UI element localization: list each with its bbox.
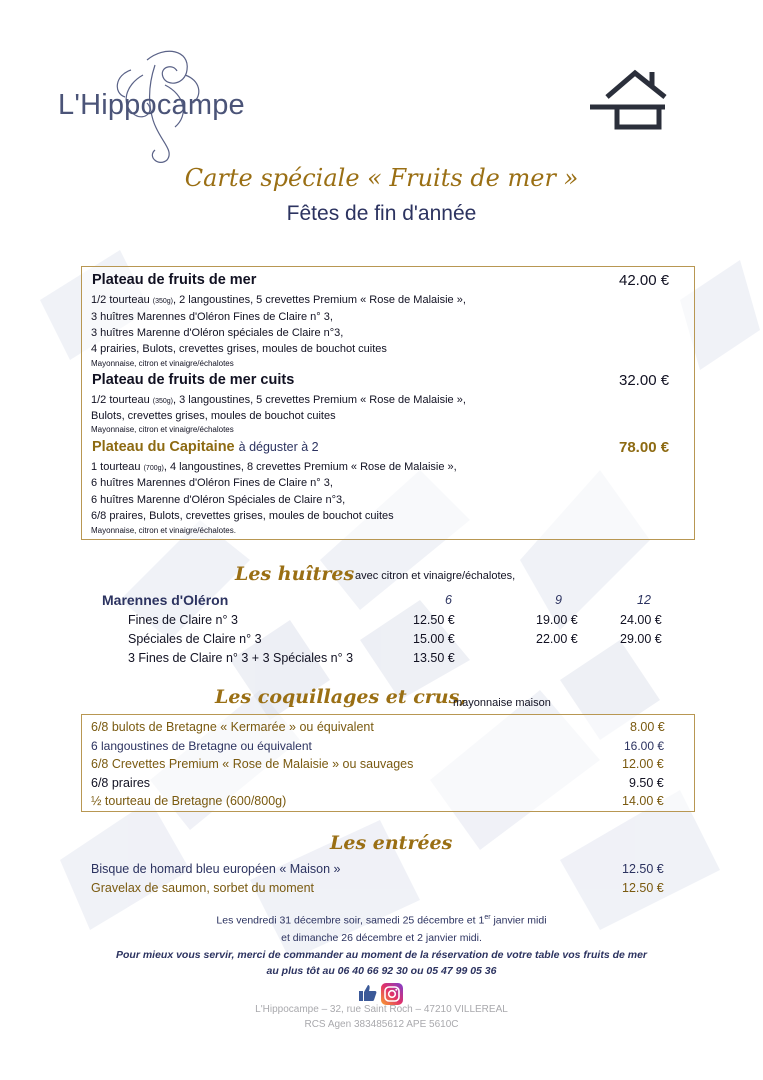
coquillage-row-name: 6/8 praires	[91, 776, 151, 790]
huitres-price: 19.00 €	[536, 613, 578, 627]
plateau-1-price: 42.00 €	[619, 272, 670, 289]
coquillage-row-price: 12.00 €	[622, 757, 664, 771]
entree-row-price: 12.50 €	[622, 881, 664, 895]
plateau-2-line: Bulots, crevettes grises, moules de bouchot cuites	[91, 410, 336, 422]
huitres-col-9: 9	[555, 593, 562, 607]
section-coquillages-title: Les coquillages et crus,	[215, 686, 466, 708]
plateau-3-line: 1 tourteau (700g), 4 langoustines, 8 crevettes Premium « Rose de Malaisie »,	[91, 461, 457, 473]
section-huitres-title: Les huîtres	[235, 563, 355, 585]
huitres-col-12: 12	[637, 593, 651, 607]
plateau-1-line: 3 huîtres Marenne d'Oléron spéciales de Claire n°3,	[91, 327, 344, 339]
huitres-price: 12.50 €	[413, 613, 455, 627]
footer-rcs: RCS Agen 383485612 APE 5610C	[304, 1019, 459, 1030]
plateau-3-line: 6 huîtres Marennes d'Oléron Fines de Claire n° 3,	[91, 477, 333, 489]
brand-logo	[55, 45, 265, 165]
huitres-heading: Marennes d'Oléron	[102, 592, 229, 608]
coquillage-row-price: 8.00 €	[630, 720, 665, 734]
coquillage-row-name: ½ tourteau de Bretagne (600/800g)	[91, 794, 287, 808]
huitres-price: 29.00 €	[620, 632, 662, 646]
facebook-like-icon[interactable]	[358, 983, 378, 1003]
instagram-icon[interactable]	[381, 983, 403, 1005]
plateau-2-name: Plateau de fruits de mer cuits	[92, 372, 295, 388]
plateau-1-condiments: Mayonnaise, citron et vinaigre/échalotes	[91, 359, 234, 368]
plateau-3-condiments: Mayonnaise, citron et vinaigre/échalotes.	[91, 526, 236, 535]
plateau-2-condiments: Mayonnaise, citron et vinaigre/échalotes	[91, 425, 234, 434]
huitres-col-6: 6	[445, 593, 452, 607]
brand-name: L'Hippocampe	[58, 89, 245, 121]
coquillage-row-price: 14.00 €	[622, 794, 664, 808]
huitres-price: 15.00 €	[413, 632, 455, 646]
section-coquillages-note: mayonnaise maison	[453, 697, 551, 709]
entree-row-name: Bisque de homard bleu européen « Maison »	[91, 862, 341, 876]
section-huitres-note: avec citron et vinaigre/échalotes,	[355, 570, 516, 582]
footer-dates-line-2: et dimanche 26 décembre et 2 janvier midi.	[281, 932, 482, 944]
plateau-3-line: 6/8 praires, Bulots, crevettes grises, moules de bouchot cuites	[91, 510, 394, 522]
plateau-1-name: Plateau de fruits de mer	[92, 272, 257, 288]
plateau-3-note: à déguster à 2	[238, 440, 319, 454]
house-icon	[585, 55, 685, 135]
huitres-price: 22.00 €	[536, 632, 578, 646]
footer-phone-line: au plus tôt au 06 40 66 92 30 ou 05 47 99 05 36	[266, 965, 497, 977]
plateau-1-line: 1/2 tourteau (350g), 2 langoustines, 5 crevettes Premium « Rose de Malaisie »,	[91, 294, 466, 306]
plateau-3-price: 78.00 €	[619, 439, 670, 456]
footer-address: L'Hippocampe – 32, rue Saint Roch – 47210 VILLEREAL	[255, 1004, 508, 1015]
footer-order-note: Pour mieux vous servir, merci de commander au moment de la réservation de votre table vos fruits de mer	[115, 949, 648, 961]
plateau-2-line: 1/2 tourteau (350g), 3 langoustines, 5 crevettes Premium « Rose de Malaisie »,	[91, 394, 466, 406]
page-title: Carte spéciale « Fruits de mer »	[184, 164, 579, 192]
huitres-price: 24.00 €	[620, 613, 662, 627]
plateau-1-line: 4 prairies, Bulots, crevettes grises, moules de bouchot cuites	[91, 343, 387, 355]
page-subtitle: Fêtes de fin d'année	[286, 202, 477, 225]
section-entrees-title: Les entrées	[330, 832, 453, 854]
huitres-price: 13.50 €	[413, 651, 455, 665]
footer-dates-line: Les vendredi 31 décembre soir, samedi 25 décembre et 1er janvier midi	[216, 914, 547, 927]
plateau-3-line: 6 huîtres Marenne d'Oléron Spéciales de Claire n°3,	[91, 494, 346, 506]
huitres-row-name: 3 Fines de Claire n° 3 + 3 Spéciales n° 3	[128, 651, 354, 665]
huitres-row-name: Spéciales de Claire n° 3	[128, 632, 262, 646]
plateau-3-name: Plateau du Capitaine à déguster à 2	[92, 439, 319, 455]
coquillage-row-name: 6 langoustines de Bretagne ou équivalent	[91, 739, 312, 753]
coquillage-row-price: 16.00 €	[624, 739, 665, 753]
plateau-1-line: 3 huîtres Marennes d'Oléron Fines de Claire n° 3,	[91, 311, 333, 323]
coquillage-row-name: 6/8 bulots de Bretagne « Kermarée » ou équivalent	[91, 720, 374, 734]
plateau-2-price: 32.00 €	[619, 372, 670, 389]
coquillage-row-price: 9.50 €	[629, 776, 664, 790]
entree-row-price: 12.50 €	[622, 862, 664, 876]
coquillage-row-name: 6/8 Crevettes Premium « Rose de Malaisie » ou sauvages	[91, 757, 414, 771]
huitres-row-name: Fines de Claire n° 3	[128, 613, 238, 627]
entree-row-name: Gravelax de saumon, sorbet du moment	[91, 881, 315, 895]
